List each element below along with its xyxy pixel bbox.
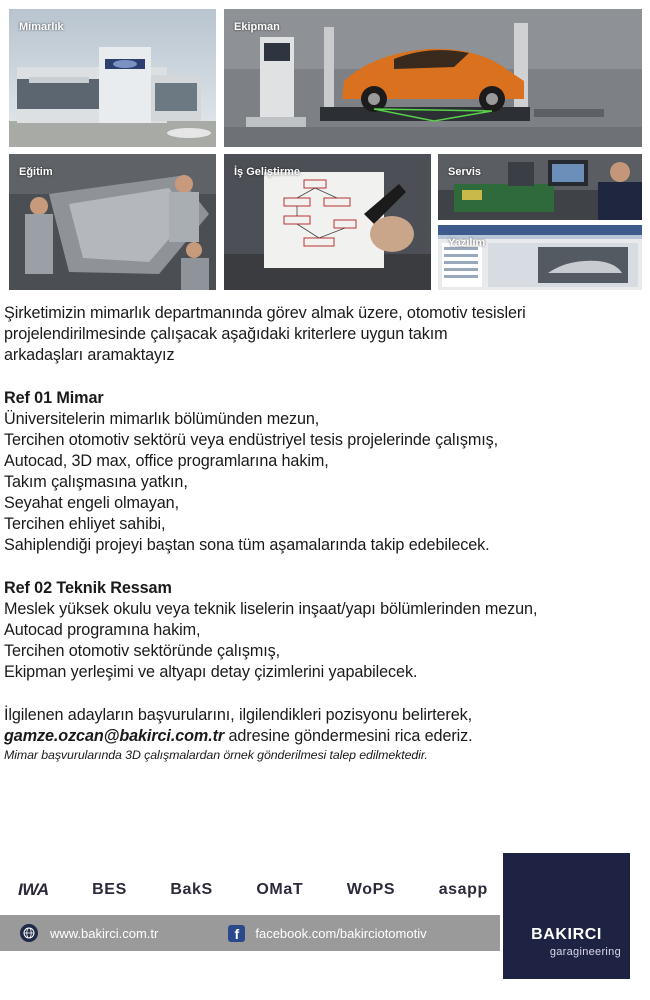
facebook-icon: f [228,925,245,942]
gallery-tile-is-gelistirme [224,154,431,290]
brand-baks: BakS [170,881,213,898]
gallery-tile-servis [438,154,642,220]
car-alignment-photo [224,9,642,147]
logo-tagline: garagineering [549,946,621,958]
brand-asapp: asapp [438,881,488,898]
ref02-title: Ref 02 Teknik Ressam [4,579,172,597]
globe-icon [20,924,38,942]
website-contact[interactable] [0,924,158,942]
ref01-item: Sahiplendiği projeyi baştan sona tüm aşamalarında takip edebilecek. [4,536,490,554]
ref01-title: Ref 01 Mimar [4,389,104,407]
logo-name: BAKIRCI [531,926,602,943]
tile-label-yazilim: Yazılım [448,237,486,249]
intro-line: arkadaşları aramaktayız [4,346,175,364]
website-link[interactable]: www.bakirci.com.tr [50,925,159,941]
gallery-tile-egitim [9,154,216,290]
ref01-item: Tercihen ehliyet sahibi, [4,515,166,533]
facebook-link[interactable]: facebook.com/bakirciotomotiv [255,925,427,941]
ref01-item: Autocad, 3D max, office programlarına hakim, [4,452,329,470]
application-email-line [4,726,646,747]
ref02-item: Ekipman yerleşimi ve altyapı detay çizimlerini yapabilecek. [4,663,418,681]
gallery-tile-ekipman [224,9,642,147]
application-line: İlgilenen adayların başvurularını, ilgilendikleri pozisyonu belirterek, [4,706,472,724]
email-link[interactable]: gamze.ozcan@bakirci.com.tr [4,727,225,745]
ref01-item: Seyahat engeli olmayan, [4,494,179,512]
tile-label-ekipman: Ekipman [234,21,280,33]
intro-line: projelendirilmesinde çalışacak aşağıdaki kriterlere uygun takım [4,325,448,343]
bakirci-logo [503,853,630,979]
ref01-item: Üniversitelerin mimarlık bölümünden mezun, [4,410,320,428]
brand-iwa: IWA [18,880,49,899]
application-suffix: adresine göndermesini rica ederiz. [224,727,473,745]
tile-label-servis: Servis [448,166,482,178]
brand-bes: BES [92,881,127,898]
gallery-tile-yazilim [438,225,642,290]
facebook-contact[interactable] [158,925,426,942]
ref02-item: Tercihen otomotiv sektöründe çalışmış, [4,642,281,660]
tile-label-mimarlik: Mimarlık [19,21,64,33]
brand-wops: WoPS [346,881,396,898]
brand-omat: OMaT [256,881,304,898]
ref01-item: Tercihen otomotiv sektörü veya endüstriyel tesis projelerinde çalışmış, [4,431,499,449]
tile-label-egitim: Eğitim [19,166,53,178]
service-photo [438,154,642,220]
brand-row [18,877,488,903]
intro-line: Şirketimizin mimarlık departmanında görev almak üzere, otomotiv tesisleri [4,304,526,322]
gallery-tile-mimarlik [9,9,216,147]
tile-label-is-gelistirme: İş Geliştirme [234,166,301,178]
ref02-item: Meslek yüksek okulu veya teknik liselerin inşaat/yapı bölümlerinden mezun, [4,600,538,618]
job-posting-body [4,303,646,763]
software-screenshot [438,225,642,290]
contact-bar [0,915,500,951]
application-note: Mimar başvurularında 3D çalışmalardan örnek gönderilmesi talep edilmektedir. [4,748,428,762]
ref02-item: Autocad programına hakim, [4,621,201,639]
ref01-item: Takım çalışmasına yatkın, [4,473,188,491]
